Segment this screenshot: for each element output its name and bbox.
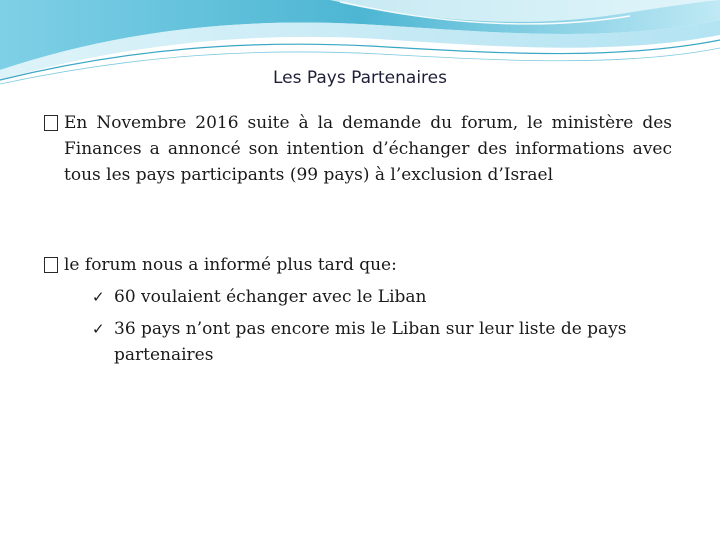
check-item-text: 36 pays n’ont pas encore mis le Liban sur leur liste de pays partenaires: [114, 319, 627, 365]
checkmark-icon: ✓: [92, 320, 105, 338]
square-bullet-icon: [44, 115, 58, 131]
check-item-text: 60 voulaient échanger avec le Liban: [114, 287, 427, 307]
check-list-item: [92, 284, 672, 310]
paragraph-forum-info: [44, 252, 672, 278]
slide-title: Les Pays Partenaires: [273, 68, 447, 88]
checkmark-icon: ✓: [92, 288, 105, 306]
check-list-item: [92, 316, 672, 368]
paragraph-text: En Novembre 2016 suite à la demande du forum, le ministère des Finances a annoncé son intention d’échanger des informations avec tous les pays participants (99 pays) à l’exclusion d’Israel: [64, 113, 672, 185]
paragraph-text: le forum nous a informé plus tard que:: [64, 255, 397, 275]
paragraph-announcement: [44, 110, 672, 188]
square-bullet-icon: [44, 257, 58, 273]
